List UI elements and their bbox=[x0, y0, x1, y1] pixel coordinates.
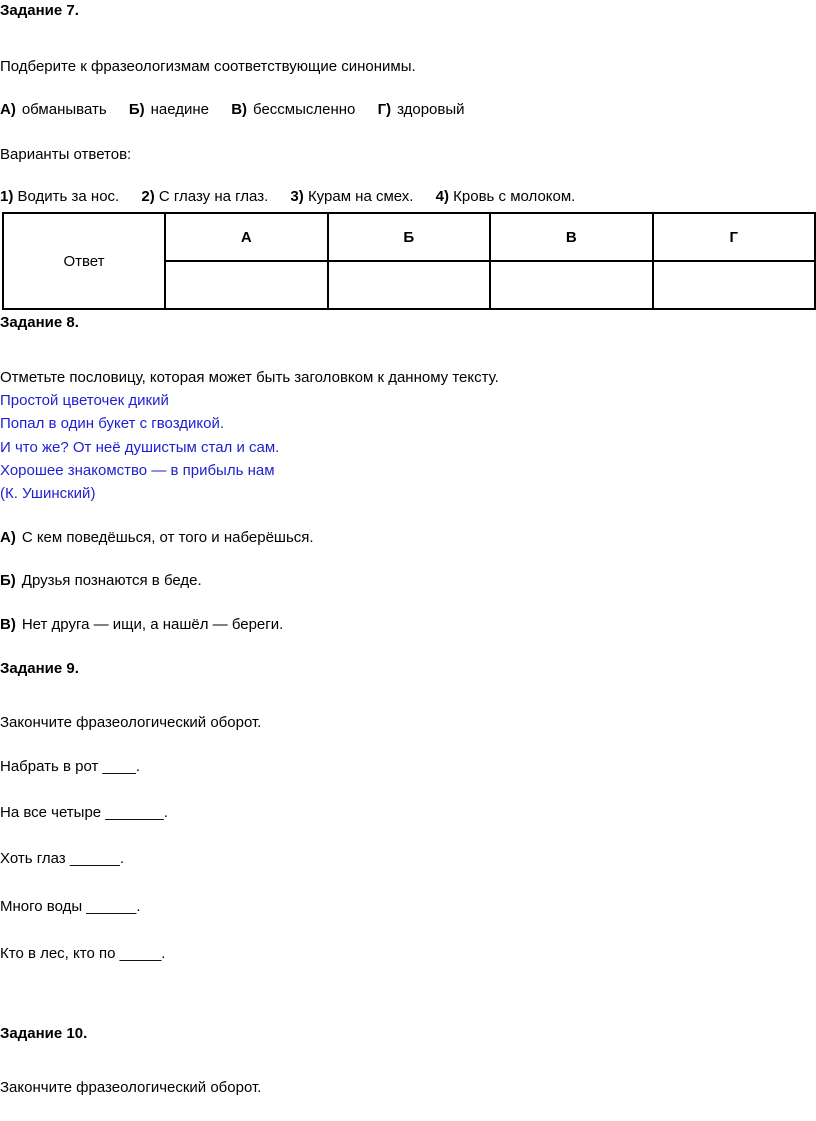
answer-cell-b[interactable] bbox=[328, 261, 491, 309]
task7-instruction: Подберите к фразеологизмам соответствующие синонимы. bbox=[0, 58, 416, 75]
answer-header-b: Б bbox=[328, 213, 491, 261]
variant-text: С глазу на глаз. bbox=[158, 188, 269, 205]
option-text: бессмысленно bbox=[253, 101, 356, 118]
task7-option-v bbox=[231, 100, 355, 120]
answer-cell-v[interactable] bbox=[490, 261, 653, 309]
task7-variant-2 bbox=[141, 187, 268, 207]
option-text: здоровый bbox=[397, 101, 465, 118]
variant-text: Водить за нос. bbox=[17, 188, 120, 205]
task7-variant-1 bbox=[0, 187, 119, 207]
task9-title: Задание 9. bbox=[0, 660, 79, 677]
task10-instruction: Закончите фразеологический оборот. bbox=[0, 1079, 262, 1096]
task9-item-5: Кто в лес, кто по _____. bbox=[0, 945, 166, 962]
task10-title: Задание 10. bbox=[0, 1025, 88, 1042]
task8-option-v bbox=[0, 615, 283, 635]
option-letter: А) bbox=[0, 101, 16, 118]
task7-variants-label: Варианты ответов: bbox=[0, 146, 132, 163]
answer-cell-a[interactable] bbox=[165, 261, 328, 309]
variant-text: Кровь с молоком. bbox=[453, 188, 576, 205]
variant-number: 1) bbox=[0, 188, 14, 205]
variant-number: 3) bbox=[290, 188, 304, 205]
answer-cell-g[interactable] bbox=[653, 261, 816, 309]
option-letter: В) bbox=[0, 616, 16, 633]
option-text: обманывать bbox=[21, 101, 107, 118]
task9-item-3: Хоть глаз ______. bbox=[0, 850, 125, 867]
task9-item-1: Набрать в рот ____. bbox=[0, 758, 141, 775]
task9-item-2: На все четыре _______. bbox=[0, 804, 168, 821]
poem-line-1: Простой цветочек дикий bbox=[0, 392, 169, 409]
option-text: Друзья познаются в беде. bbox=[21, 572, 202, 589]
task7-option-a bbox=[0, 100, 107, 120]
task8-option-b bbox=[0, 571, 202, 591]
poem-line-2: Попал в один букет с гвоздикой. bbox=[0, 415, 225, 432]
task8-option-a bbox=[0, 528, 314, 548]
variant-number: 2) bbox=[141, 188, 155, 205]
answer-table bbox=[2, 212, 816, 310]
option-letter: В) bbox=[231, 101, 248, 118]
task9-item-4: Много воды ______. bbox=[0, 898, 141, 915]
option-text: Нет друга — ищи, а нашёл — береги. bbox=[21, 616, 284, 633]
poem-author: (К. Ушинский) bbox=[0, 485, 96, 502]
task9-instruction: Закончите фразеологический оборот. bbox=[0, 714, 262, 731]
task7-variants bbox=[0, 187, 575, 207]
option-text: наедине bbox=[150, 101, 210, 118]
task8-title: Задание 8. bbox=[0, 314, 79, 331]
option-text: С кем поведёшься, от того и наберёшься. bbox=[21, 529, 314, 546]
task7-options bbox=[0, 100, 465, 120]
option-letter: Г) bbox=[377, 101, 392, 118]
variant-text: Курам на смех. bbox=[307, 188, 414, 205]
answer-header-a: А bbox=[165, 213, 328, 261]
task7-option-g bbox=[378, 100, 465, 120]
task7-option-b bbox=[129, 100, 209, 120]
task7-variant-4 bbox=[436, 187, 576, 207]
variant-number: 4) bbox=[435, 188, 449, 205]
task8-instruction: Отметьте пословицу, которая может быть заголовком к данному тексту. bbox=[0, 369, 499, 386]
answer-table-header-row bbox=[3, 213, 815, 261]
answer-row-label: Ответ bbox=[3, 213, 165, 309]
option-letter: Б) bbox=[0, 572, 16, 589]
option-letter: Б) bbox=[128, 101, 145, 118]
poem-line-3: И что же? От неё душистым стал и сам. bbox=[0, 439, 280, 456]
answer-header-g: Г bbox=[653, 213, 816, 261]
answer-header-v: В bbox=[490, 213, 653, 261]
poem-line-4: Хорошее знакомство — в прибыль нам bbox=[0, 462, 275, 479]
task7-title: Задание 7. bbox=[0, 2, 79, 19]
option-letter: А) bbox=[0, 529, 16, 546]
task7-variant-3 bbox=[290, 187, 413, 207]
